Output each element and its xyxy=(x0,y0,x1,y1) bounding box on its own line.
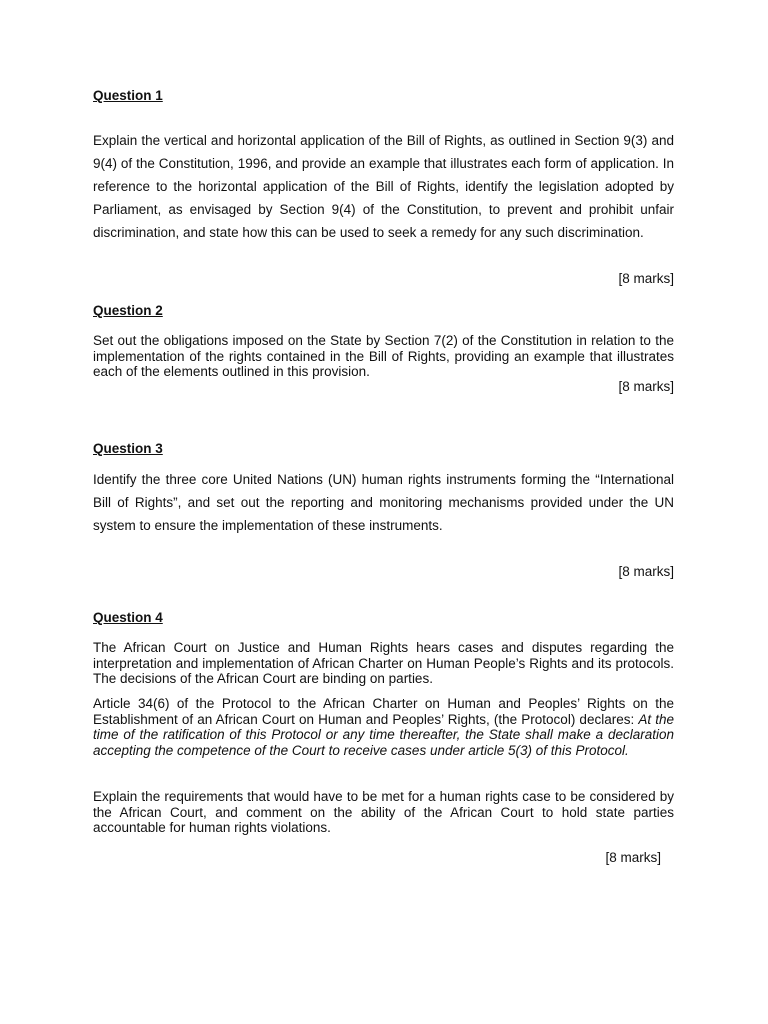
question-3-heading: Question 3 xyxy=(93,441,163,456)
question-2-heading: Question 2 xyxy=(93,303,163,318)
question-4-article-quote: At the time of the ratification of this Protocol or any time thereafter, the State shall make a declaration accepting the competence of the Court to receive cases under article 5(3) of this Protocol. xyxy=(93,711,674,758)
question-2-text: Set out the obligations imposed on the State by Section 7(2) of the Constitution in relation to the implementation of the rights contained in the Bill of Rights, providing an example that illustrates each of the elements outlined in this provision. xyxy=(93,333,674,380)
question-4-article-block xyxy=(93,696,674,758)
question-4-text-task: Explain the requirements that would have to be met for a human rights case to be considered by the African Court, and comment on the ability of the African Court to hold state parties accountable for human rights violations. xyxy=(93,789,674,836)
question-1-heading: Question 1 xyxy=(93,88,163,103)
question-4-marks: [8 marks] xyxy=(605,850,661,865)
question-1-marks: [8 marks] xyxy=(618,271,674,286)
question-4-heading: Question 4 xyxy=(93,610,163,625)
question-4-text-intro: The African Court on Justice and Human Rights hears cases and disputes regarding the interpretation and implementation of African Charter on Human People’s Rights and its protocols. The decisions of the African Court are binding on parties. xyxy=(93,640,674,687)
question-3-marks: [8 marks] xyxy=(618,564,674,579)
question-3-text: Identify the three core United Nations (UN) human rights instruments forming the “International Bill of Rights”, and set out the reporting and monitoring mechanisms provided under the UN system to ensure the implementation of these instruments. xyxy=(93,472,674,533)
question-4-article-text: Article 34(6) of the Protocol to the African Charter on Human and Peoples’ Rights on the Establishment of an African Court on Human and Peoples’ Rights, (the Protocol) declares: xyxy=(93,696,674,727)
question-1-text: Explain the vertical and horizontal application of the Bill of Rights, as outlined in Section 9(3) and 9(4) of the Constitution, 1996, and provide an example that illustrates each form of application. In reference to the horizontal application of the Bill of Rights, identify the legislation adopted by Parliament, as envisaged by Section 9(4) of the Constitution, to prevent and prohibit unfair discrimination, and state how this can be used to seek a remedy for any such discrimination. xyxy=(93,133,674,240)
question-2-marks: [8 marks] xyxy=(618,379,674,394)
document-page xyxy=(93,0,674,1024)
